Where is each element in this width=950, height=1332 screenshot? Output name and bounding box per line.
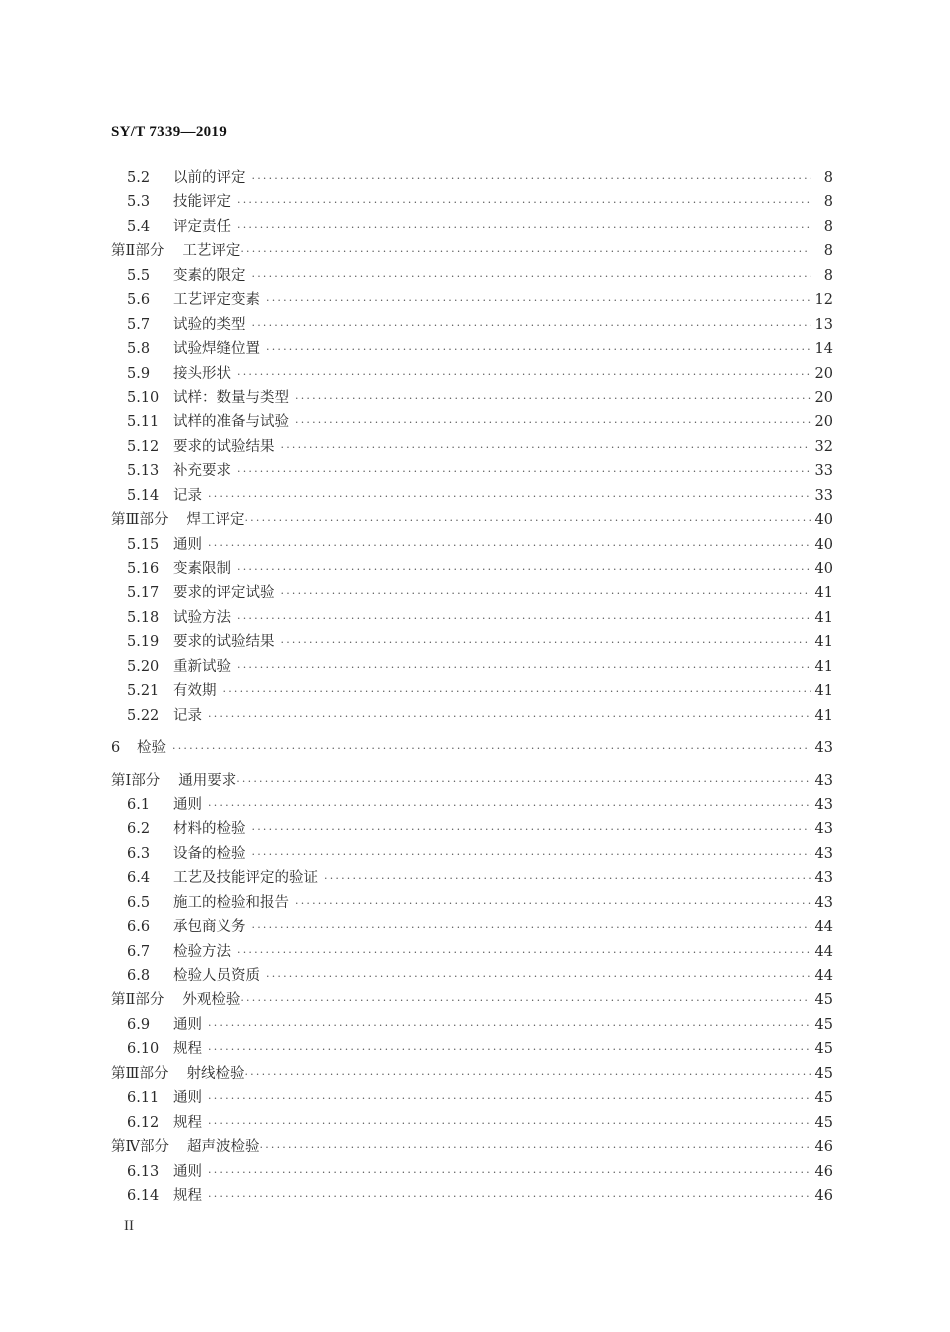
toc-entry-sub [111,1013,833,1037]
toc-entry-part [111,1135,833,1159]
toc-title: 接头形状 [173,365,231,382]
toc-dot-leader [237,460,811,484]
toc-entry-sub [111,1086,833,1110]
toc-section-number: 5.18 [127,609,160,626]
toc-entry-chapter [111,736,833,760]
toc-title: 要求的试验结果 [173,634,275,651]
toc-part-label: 第Ⅲ部分 [111,512,169,529]
toc-page-number: 8 [823,218,833,235]
toc-title: 设备的检验 [173,845,246,862]
toc-page-number: 43 [814,796,833,813]
toc-dot-leader [223,680,812,704]
toc-page-number: 32 [814,438,833,455]
toc-entry-sub [111,386,833,410]
toc-title: 通用要求 [178,772,237,789]
toc-dot-leader [237,216,811,240]
toc-dot-leader [252,843,812,867]
toc-dot-leader [237,941,811,965]
toc-dot-leader [324,867,811,891]
toc-dot-leader [172,737,811,761]
toc-page-number: 43 [814,870,833,887]
toc-title: 记录 [173,487,202,504]
toc-entry-sub [111,362,833,386]
toc-dot-leader [266,338,811,362]
toc-title: 规程 [173,1187,202,1204]
toc-dot-leader [240,989,811,1013]
toc-title: 重新试验 [173,658,231,675]
toc-dot-leader [244,509,811,533]
toc-dot-leader [208,534,811,558]
toc-section-number: 5.6 [127,292,151,309]
toc-dot-leader [208,705,811,729]
toc-title: 检验方法 [173,943,231,960]
toc-section-number: 5.4 [127,218,151,235]
toc-dot-leader [208,794,811,818]
toc-section-number: 5.9 [127,365,151,382]
toc-section-number: 6.9 [127,1016,151,1033]
toc-title: 工艺及技能评定的验证 [173,870,318,887]
toc-dot-leader [237,191,811,215]
toc-title: 检验 [137,740,166,757]
toc-page-number: 41 [814,585,833,602]
toc-entry-part [111,769,833,793]
toc-title: 变素的限定 [173,267,246,284]
toc-entry-sub [111,655,833,679]
toc-part-label: 第Ⅱ部分 [111,992,165,1009]
toc-title: 记录 [173,707,202,724]
toc-dot-leader [295,387,811,411]
toc-title: 评定责任 [173,218,231,235]
toc-title: 规程 [173,1114,202,1131]
toc-page-number: 20 [814,389,833,406]
toc-section-number: 6.13 [127,1163,160,1180]
toc-title: 规程 [173,1041,202,1058]
toc-entry-sub [111,190,833,214]
toc-title: 试验的类型 [173,316,246,333]
toc-entry-sub [111,842,833,866]
toc-section-number: 5.15 [127,536,160,553]
toc-entry-part [111,508,833,532]
toc-entry-sub [111,410,833,434]
toc-entry-sub [111,1160,833,1184]
toc-page-number: 44 [814,943,833,960]
toc-section-number: 6.11 [127,1090,160,1107]
toc-dot-leader [252,167,812,191]
toc-page-number: 45 [814,1114,833,1131]
toc-section-number: 6.5 [127,894,151,911]
toc-section-number: 6.8 [127,968,151,984]
toc-page-number: 41 [814,609,833,626]
toc-section-number: 5.10 [127,389,160,406]
toc-title: 要求的试验结果 [173,438,275,455]
toc-entry-sub [111,288,833,312]
toc-part-label: 第Ⅱ部分 [111,243,165,260]
toc-dot-leader [208,485,811,509]
toc-dot-leader [208,1112,811,1136]
toc-entry-sub [111,891,833,915]
toc-title: 补充要求 [173,463,231,480]
toc-page-number: 40 [814,561,833,577]
toc-title: 要求的评定试验 [173,585,275,602]
toc-section-number: 5.7 [127,316,151,333]
toc-title: 工艺评定 [182,243,241,260]
toc-title: 以前的评定 [173,170,246,186]
toc-section-number: 6 [111,740,121,757]
toc-dot-leader [240,240,811,264]
toc-section-number: 5.22 [127,707,160,724]
toc-page-number: 45 [814,1041,833,1058]
toc-section-number: 5.17 [127,585,160,602]
toc-entry-sub [111,581,833,605]
toc-dot-leader [281,582,812,606]
toc-entry-sub [111,337,833,361]
toc-title: 变素限制 [173,561,231,577]
toc-dot-leader [252,818,812,842]
toc-page-number: 33 [814,487,833,504]
toc-page-number: 20 [814,414,833,431]
toc-section-number: 5.3 [127,194,151,211]
toc-title: 试样：数量与类型 [173,389,289,406]
toc-section-number: 6.2 [127,821,151,838]
toc-page-number: 43 [814,740,833,757]
toc-section-number: 6.6 [127,919,151,936]
toc-entry-sub [111,704,833,728]
toc-section-number: 6.1 [127,796,151,813]
toc-dot-leader [208,1161,811,1185]
toc-page-number: 46 [814,1163,833,1180]
toc-title: 施工的检验和报告 [173,894,289,911]
toc-title: 材料的检验 [173,821,246,838]
toc-title: 通则 [173,796,202,813]
page-number: II [124,1218,134,1234]
toc-dot-leader [252,916,812,940]
toc-section-number: 5.2 [127,170,151,186]
toc-part-label: 第Ⅰ部分 [111,772,161,789]
toc-section-number: 5.16 [127,561,160,577]
toc-page-number: 41 [814,634,833,651]
toc-page-number: 8 [823,243,833,260]
toc-dot-leader [281,436,812,460]
toc-title: 外观检验 [182,992,241,1009]
toc-part-label: 第Ⅲ部分 [111,1065,169,1082]
toc-page-number: 12 [814,292,833,309]
toc-entry-sub [111,533,833,557]
toc-dot-leader [260,1136,812,1160]
toc-page-number: 33 [814,463,833,480]
toc-title: 试验方法 [173,609,231,626]
toc-section-number: 6.14 [127,1187,160,1204]
toc-page-number: 45 [814,1065,833,1082]
toc-entry-sub [111,1184,833,1208]
toc-entry-sub [111,459,833,483]
toc-page-number: 41 [814,658,833,675]
toc-entry-sub [111,215,833,239]
toc-dot-leader [295,892,811,916]
toc-dot-leader [244,1063,811,1087]
toc-page-number: 13 [814,316,833,333]
toc-section-number: 5.21 [127,683,160,700]
toc-title: 技能评定 [173,194,231,211]
toc-section-number: 5.20 [127,658,160,675]
toc-entry-sub [111,793,833,817]
toc-dot-leader [252,314,812,338]
toc-section-number: 6.12 [127,1114,160,1131]
toc-page-number: 45 [814,1090,833,1107]
toc-entry-sub [111,964,833,988]
toc-dot-leader [236,770,811,794]
toc-section-number: 5.8 [127,341,151,358]
toc-entry-sub [111,435,833,459]
toc-entry-sub [111,1037,833,1061]
toc-dot-leader [237,607,811,631]
toc-page-number: 43 [814,821,833,838]
toc-entry-part [111,988,833,1012]
toc-title: 有效期 [173,683,217,700]
toc-page-number: 41 [814,707,833,724]
toc-dot-leader [266,965,811,989]
toc-dot-leader [208,1185,811,1209]
toc-dot-leader [281,631,812,655]
toc-entry-sub [111,679,833,703]
toc-section-number: 6.10 [127,1041,160,1058]
toc-entry-sub [111,557,833,581]
toc-title: 通则 [173,1090,202,1107]
toc-section-number: 5.19 [127,634,160,651]
toc-title: 焊工评定 [186,512,245,529]
toc-page-number: 46 [814,1139,833,1156]
toc-title: 超声波检验 [187,1139,260,1156]
toc-page-number: 45 [814,992,833,1009]
toc-dot-leader [208,1087,811,1111]
toc-page-number: 46 [814,1187,833,1204]
toc-entry-sub [111,866,833,890]
document-code: SY/T 7339—2019 [111,124,228,140]
toc-section-number: 5.5 [127,267,151,284]
toc-dot-leader [237,656,811,680]
toc-entry-sub [111,484,833,508]
toc-page-number: 44 [814,919,833,936]
toc-section-number: 6.3 [127,845,151,862]
toc-title: 试样的准备与试验 [173,414,289,431]
toc-entry-part [111,239,833,263]
toc-dot-leader [237,363,811,387]
toc-section-number: 5.12 [127,438,160,455]
toc-title: 承包商义务 [173,919,246,936]
toc-entry-sub [111,264,833,288]
toc-page-number: 43 [814,894,833,911]
toc-title: 试验焊缝位置 [173,341,260,358]
toc-page-number: 45 [814,1016,833,1033]
toc-page-number: 8 [823,267,833,284]
toc-entry-sub [111,817,833,841]
toc-page-number: 44 [814,968,833,984]
toc-title: 检验人员资质 [173,968,260,984]
toc-dot-leader [208,1014,811,1038]
toc-dot-leader [252,265,812,289]
toc-entry-sub [111,1111,833,1135]
toc-entry-sub [111,606,833,630]
toc-dot-leader [208,1038,811,1062]
toc-page-number: 40 [814,536,833,553]
toc-entry-sub [111,313,833,337]
toc-page-number: 40 [814,512,833,529]
toc-title: 通则 [173,536,202,553]
toc-entry-sub [111,166,833,190]
toc-page-number: 8 [823,170,833,186]
toc-page-number: 14 [814,341,833,358]
toc-entry-sub [111,915,833,939]
toc-page-number: 41 [814,683,833,700]
toc-section-number: 6.7 [127,943,151,960]
toc-page-number: 43 [814,845,833,862]
toc-entry-sub [111,630,833,654]
toc-entry-sub [111,940,833,964]
toc-section-number: 5.14 [127,487,160,504]
toc-title: 射线检验 [186,1065,245,1082]
toc-page-number: 8 [823,194,833,211]
toc-title: 通则 [173,1163,202,1180]
toc-entry-part [111,1062,833,1086]
toc-dot-leader [266,289,811,313]
toc-section-number: 6.4 [127,870,151,887]
toc-section-number: 5.13 [127,463,160,480]
toc-page-number: 43 [814,772,833,789]
toc-section-number: 5.11 [127,414,160,431]
toc-part-label: 第Ⅳ部分 [111,1139,169,1156]
toc-title: 工艺评定变素 [173,292,260,309]
toc-dot-leader [295,411,811,435]
toc-dot-leader [237,558,811,582]
table-of-contents [111,166,833,1208]
toc-title: 通则 [173,1016,202,1033]
toc-page-number: 20 [814,365,833,382]
